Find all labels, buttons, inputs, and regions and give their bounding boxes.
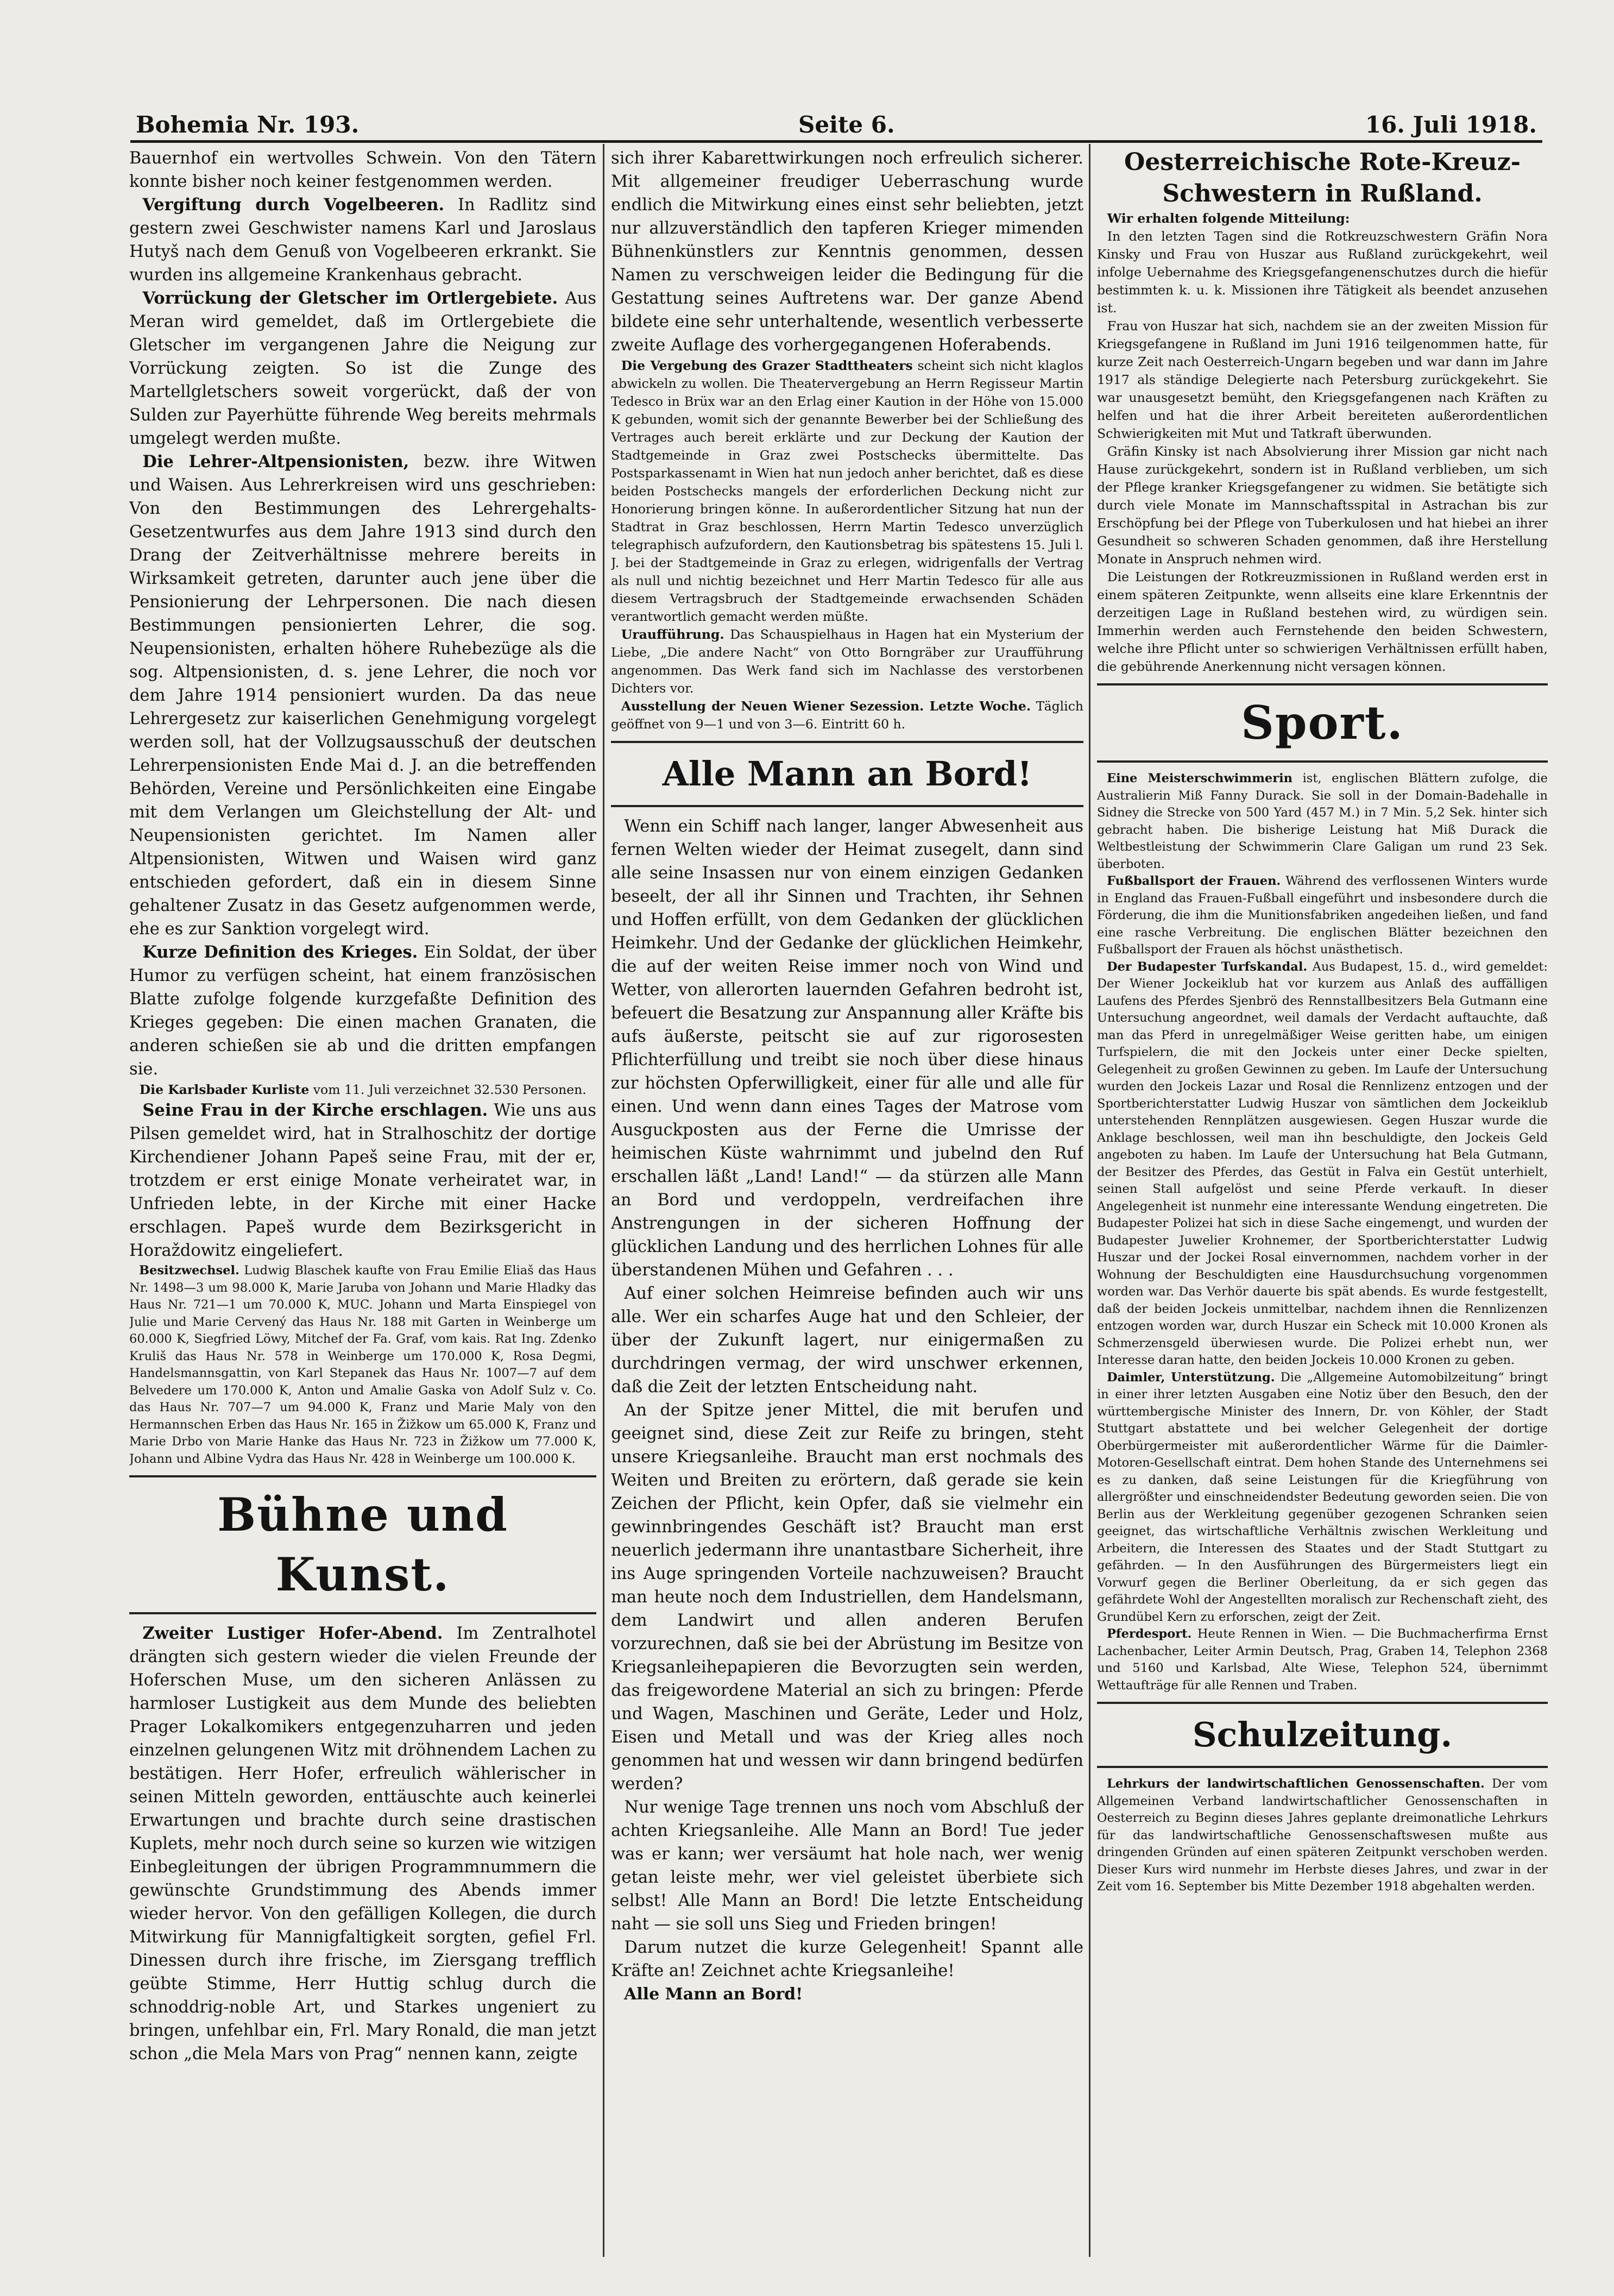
section-banner: Schulzeitung. [1192, 1715, 1453, 1754]
article-urauffuehrung [611, 626, 1083, 697]
article-body: Heute Rennen in Wien. — Die Buchmacherfirma Ernst Lachenbacher, Leiter Armin Deutsch, Prag, Graben 14, Telephon 2368 und 5160 und Karlsbad, Alte Wiese, Telephon 524, übernimmt Wettaufträge für alle Rennen und Traben. [1097, 1627, 1548, 1693]
article-headline: Pferdesport. [1107, 1627, 1192, 1641]
article-kurliste [129, 1081, 596, 1099]
article-besitzwechsel [129, 1262, 596, 1468]
article-signoff: Alle Mann an Bord! [624, 1985, 803, 2004]
article-turfskandal [1097, 959, 1548, 1369]
issue-date: 16. Juli 1918. [1365, 111, 1537, 138]
section-banner: Oesterreichische Rote-Kreuz-Schwestern in Rußland. [1124, 148, 1521, 207]
article-text [129, 147, 596, 193]
paragraph: Gräfin Kinsky ist nach Absolvierung ihrer Mission gar nicht nach Hause zurückgekehrt, sondern ist in Rußland verblieben, um sich der Pflege kranker Kriegsgefangener zu widmen. Sie betätigte sich durch viele Monate im Mannschaftsspital in Astrachan bis zur Erschöpfung bei der Pflege von Tuberkulosen und hat hiebei an ihrer Gesundheit so schweren Schaden genommen, daß ihre Herstellung Monate in Anspruch nehmen wird. [1097, 444, 1548, 567]
article-grazer-theater [611, 357, 1083, 626]
paragraph: Darum nutzet die kurze Gelegenheit! Spannt alle Kräfte an! Zeichnet achte Kriegsanleihe! [611, 1938, 1083, 1980]
page-number: Seite 6. [798, 111, 895, 138]
header-rule [130, 140, 1542, 143]
article-body: bezw. ihre Witwen und Waisen. Aus Lehrerkreisen wird uns geschrieben: Von den Bestimmungen des Lehrergehalts-Gesetzentwurfes aus dem Jahre 1913 sind durch den Drang der Zeitverhältnisse mehrere bereits in Wirksamkeit getreten, darunter auch jene über die Pensionierung der Lehrpersonen. Die nach diesen Bestimmungen pensionierten Lehrer, die sog. Neupensionisten, erhalten höhere Ruhebezüge als die sog. Altpensionisten, d. s. jene Lehrer, die noch vor dem Jahre 1914 pensioniert wurden. Da das neue Lehrergesetz zur kaiserlichen Genehmigung vorgelegt werden soll, hat der Vollzugsausschuß der deutschen Lehrerpensionisten Ende Mai d. J. an die betreffenden Behörden, Vereine und Persönlichkeiten eine Eingabe mit dem Verlangen um Gleichstellung der Alt- und Neupensionisten gerichtet. Im Namen aller Altpensionisten, Witwen und Waisen wird ganz entschieden gefordert, daß ein in diesem Sinne gehaltener Zusatz in das Gesetz aufgenommen werde, ehe es zur Sanktion vorgelegt wird. [129, 452, 596, 939]
column-divider [1089, 144, 1090, 2257]
column-2 [611, 147, 1083, 2291]
section-rule [1097, 760, 1548, 763]
section-banner: Sport. [1241, 696, 1404, 750]
article-headline: Uraufführung. [621, 627, 724, 642]
article-body: scheint sich nicht klaglos abwickeln zu wollen. Die Theatervergebung an Herrn Regisseur Martin Tedesco in Brüx war an den Erlag einer Kaution in der Höhe von 15.000 K gebunden, womit sich der genannte Bewerber bei der Schließung des Vertrages auch bereit erklärte und zur Deckung der Kaution der Stadtgemeinde in Graz zwei Postschecks übermittelte. Das Postsparkassenamt in Wien hat nun jedoch anher berichtet, daß es diese beiden Postschecks mangels der erforderlichen Deckung nicht zur Honorierung bringen könne. In außerordentlicher Sitzung hat nun der Stadtrat in Graz beschlossen, Herrn Martin Tedesco unverzüglich telegraphisch aufzufordern, den Kautionsbetrag bis spätestens 15. Juli l. J. bei der Stadtgemeinde in Graz zu erlegen, widrigenfalls der Vertrag als null und nichtig bezeichnet und Herr Martin Tedesco für alle aus diesem Vertragsbruch der Stadtgemeinde erwachsenden Schäden verantwortlich gemacht werden müßte. [611, 358, 1083, 624]
article-headline: Ausstellung der Neuen Wiener Sezession. Letzte Woche. [621, 699, 1031, 714]
article-lehrer [129, 450, 596, 941]
article-vergiftung [129, 193, 596, 287]
article-headline: Die Karlsbader Kurliste [139, 1082, 310, 1097]
article-headline: Die Vergebung des Grazer Stadttheaters [621, 358, 913, 373]
article-headline: Besitzwechsel. [139, 1263, 239, 1278]
section-rule [1097, 1702, 1548, 1704]
column-3 [1097, 147, 1548, 2291]
section-rule [1097, 1766, 1548, 1768]
article-definition [129, 941, 596, 1081]
article-body: Im Zentralhotel drängten sich gestern wieder die vielen Freunde der Hoferschen Muse, um den sicheren Anlässen zu harmloser Lustigkeit aus dem Munde des beliebten Prager Lokalkomikers entgegenzuharren und jeden einzelnen gelungenen Witz mit dröhnendem Lachen zu bestätigen. Herr Hofer, erfreulich wählerischer in seinen Mitteln geworden, enttäuschte auch keinerlei Erwartungen und brachte durch seine drastischen Kuplets, mehr noch durch seine so kurzen wie witzigen Einbegleitungen der übrigen Programmnummern die gewünschte Grundstimmung des Abends immer wieder hervor. Von den gefälligen Kollegen, die durch Mitwirkung für Mannigfaltigkeit sorgten, gefiel Frl. Dinessen durch ihre frische, im Ziersgang trefflich geübte Stimme, Herr Huttig schlug durch die schnoddrig-noble Art, und Starkes ungeniert zu bringen, unfehlbar ein, Frl. Mary Ronald, die man jetzt schon „die Mela Mars von Prag“ nennen kann, zeigte [129, 1624, 596, 2064]
paragraph: In den letzten Tagen sind die Rotkreuzschwestern Gräfin Nora Kinsky und Frau von Huszar aus Rußland zurückgekehrt, weil infolge Uebernahme des Kriegsgefangenenschutzes durch die hiefür bestimmten k. u. k. Missionen ihre Tätigkeit als beendet anzusehen ist. [1097, 229, 1548, 316]
article-headline: Der Budapester Turfskandal. [1107, 959, 1308, 974]
article-headline: Zweiter Lustiger Hofer-Abend. [142, 1624, 443, 1643]
article-body: Ein Soldat, der über Humor zu verfügen scheint, hat einem französischen Blatte zufolge folgende kurzgefaßte Definition des Krieges gegeben: Die einen machen Granaten, die anderen schießen sie ab und die dritten empfangen sie. [129, 943, 596, 1079]
article-body: Täglich geöffnet von 9—1 und von 3—6. Eintritt 60 h. [611, 699, 1083, 732]
newspaper-issue: Bohemia Nr. 193. [136, 111, 360, 138]
paragraph: Die Leistungen der Rotkreuzmissionen in Rußland werden erst in einem späteren Zeitpunkte, wenn allseits eine klare Erkenntnis der derzeitigen Lage in Rußland bestehen wird, zu würdigen sein. Immerhin werden auch Fernstehende den beiden Schwestern, welche ihre Pflicht unter so schwierigen Verhältnissen erfüllt haben, die gebührende Anerkennung nicht versagen können. [1097, 569, 1548, 674]
paragraph: Frau von Huszar hat sich, nachdem sie an der zweiten Mission für Kriegsgefangene in Rußland im Juni 1916 teilgenommen hatte, für kurze Zeit nach Oesterreich-Ungarn begeben und war dann im Jahre 1917 als ständige Delegierte nach Petersburg zurückgekehrt. Sie war unausgesetzt bemüht, den Kriegsgefangenen nach Kräften zu helfen und hat die ihrer Arbeit bereiteten außerordentlichen Schwierigkeiten mit Mut und Tatkraft überwunden. [1097, 318, 1548, 441]
article-body: Das Schauspielhaus in Hagen hat ein Mysterium der Liebe, „Die andere Nacht“ von Otto Borngräber zur Uraufführung angenommen. Das Werk fand sich im Nachlasse des verstorbenen Dichters vor. [611, 627, 1083, 696]
article-body: Während des verflossenen Winters wurde in England das Frauen-Fußball eingeführt und insbesondere durch die Förderung, die ihm die Munitionsfabriken angedeihen ließen, und fand eine rasche Verbreitung. Die englischen Blätter bezeichnen den Fußballsport der Frauen als höchst unästhetisch. [1097, 874, 1548, 957]
article-headline: Eine Meisterschwimmerin [1107, 771, 1293, 785]
section-rule [129, 1475, 596, 1477]
section-banner: Bühne und Kunst. [217, 1488, 508, 1601]
paragraph: Wenn ein Schiff nach langer, langer Abwesenheit aus fernen Welten wieder der Heimat zusegelt, dann sind alle seine Insassen nur von einem einzigen Gedanken beseelt, der all ihr Sinnen und Trachten, ihr Sehnen und Hoffen erfüllt, von dem Gedanken der glücklichen Heimkehr. Und der Gedanke der glücklichen Heimkehr, die auf der weiten Reise immer noch von Wind und Wetter, von allerorten lauernden Gefahren bedroht ist, befeuert die Besatzung zur Anspannung aller Kräfte bis aufs äußerste, peitscht sie auf zur rigorosesten Pflichterfüllung und treibt sie noch über diese hinaus zur höchsten Opferwilligkeit, einer für alle und alle für einen. Und wenn dann eines Tages der Matrose vom Ausguckposten aus der Ferne die Umrisse der heimischen Küste wahrnimmt und jubelnd den Ruf erschallen läßt „Land! Land!“ — da stürzen alle Mann an Bord und verdoppeln, verdreifachen ihre Anstrengungen in der sicheren Hoffnung der glücklichen Landung und des herrlichen Lohnes für alle überstandenen Mühen und Gefahren . . . [611, 817, 1083, 1280]
article-intro: Wir erhalten folgende Mitteilung: [1107, 211, 1350, 226]
column-divider [603, 144, 604, 2257]
article-headline: Fußballsport der Frauen. [1107, 874, 1281, 888]
section-banner: Alle Mann an Bord! [662, 754, 1032, 794]
section-rule [611, 741, 1083, 743]
paragraph: Bauernhof ein wertvolles Schwein. Von den Tätern konnte bisher noch keiner festgenommen werden. [129, 149, 596, 191]
section-rule [129, 1612, 596, 1614]
section-rule [611, 805, 1083, 807]
article-headline: Vorrückung der Gletscher im Ortlergebiete. [142, 288, 558, 308]
paragraph: sich ihrer Kabarettwirkungen noch erfreulich sicherer. Mit allgemeiner freudiger Ueberraschung wurde endlich die Mitwirkung eines einst sehr beliebten, jetzt nur allzuverständlich den tapferen Krieger mimenden Bühnenkünstlers zur Kenntnis genommen, dessen Namen zu verschweigen leider die Bedingung für die Gestattung seines Auftretens war. Der ganze Abend bildete eine sehr unterhaltende, wesentlich verbesserte zweite Auflage des vorhergegangenen Hoferabends. [611, 149, 1083, 355]
article-headline: Die Lehrer-Altpensionisten, [142, 452, 409, 471]
article-headline: Seine Frau in der Kirche erschlagen. [142, 1100, 488, 1120]
article-text [611, 147, 1083, 357]
article-schwimmerin [1097, 770, 1548, 873]
article-pferdesport [1097, 1626, 1548, 1694]
section-rule [1097, 683, 1548, 685]
article-headline: Daimler, Unterstützung. [1107, 1370, 1275, 1385]
article-body: Wie uns aus Pilsen gemeldet wird, hat in Stralhoschitz der dortige Kirchendiener Johann Papeš seine Frau, mit der er, trotzdem er erst einige Monate verheiratet war, in Unfrieden lebte, in der Kirche mit einer Hacke erschlagen. Papeš wurde dem Bezirksgericht in Horaždowitz eingeliefert. [129, 1101, 596, 1260]
article-body: Aus Meran wird gemeldet, daß im Ortlergebiete die Gletscher im vergangenen Jahre die Neigung zur Vorrückung zeigten. So ist die Zunge des Martellgletschers soweit vorgerückt, daß der von Sulden zur Payerhütte führende Weg bereits mehrmals umgelegt werden mußte. [129, 289, 596, 448]
article-kirche [129, 1099, 596, 1262]
article-lehrkurs [1097, 1776, 1548, 1896]
article-body: vom 11. Juli verzeichnet 32.530 Personen. [309, 1082, 587, 1097]
article-body: Ludwig Blaschek kaufte von Frau Emilie Eliaš das Haus Nr. 1498—3 um 98.000 K, Marie Jaruba von Johann und Marie Hladky das Haus Nr. 721—1 um 70.000 K, MUC. Johann und Marta Einspiegel von Julie und Marie Cervený das Haus Nr. 188 mit Garten in Weinberge um 60.000 K, Siegfried Löwy, Mitchef der Fa. Graf, vom kais. Rat Ing. Zdenko Kruliš das Haus Nr. 578 in Weinberge um 170.000 K, Rosa Degmi, Handelsmannsgattin, von Karl Stepanek das Haus Nr. 1007—7 auf dem Belvedere um 170.000 K, Anton und Amalie Gaska von Adolf Sulz v. Co. das Haus Nr. 707—7 um 94.000 K, Franz und Marie Maly von den Hermannschen Erben das Haus Nr. 165 in Žižkow um 65.000 K, Franz und Marie Drbo von Marie Hanke das Haus Nr. 723 in Žižkow um 77.000 K, Johann und Albine Vydra das Haus Nr. 428 in Weinberge um 100.000 K. [129, 1263, 596, 1466]
article-sezession [611, 697, 1083, 733]
article-body: Der vom Allgemeinen Verband landwirtschaftlicher Genossenschaften in Oesterreich zu Beginn dieses Jahres geplante dreimonatliche Lehrkurs für das landwirtschaftliche Genossenschaftswesen mußte aus dringenden Gründen auf einen späteren Zeitpunkt verschoben werden. Dieser Kurs wird nunmehr im Herbste dieses Jahres, und zwar in der Zeit vom 16. September bis Mitte Dezember 1918 abgehalten werden. [1097, 1777, 1548, 1894]
paragraph: Nur wenige Tage trennen uns noch vom Abschluß der achten Kriegsanleihe. Alle Mann an Bord! Tue jeder was er kann; wer versäumt hat hole nach, wer wenig getan leiste mehr, wer viel geleistet überbiete sich selbst! Alle Mann an Bord! Die letzte Entscheidung naht — sie soll uns Sieg und Frieden bringen! [611, 1798, 1083, 1934]
paragraph: An der Spitze jener Mittel, die mit berufen und geeignet sind, diese Zeit zur Reife zu bringen, steht unsere Kriegsanleihe. Braucht man erst nochmals des Weiten und Breiten zu erörtern, daß gerade sie kein Zeichen der Pflicht, kein Opfer, daß sie vielmehr ein gewinnbringendes Geschäft ist? Braucht man erst neuerlich jedermann ihre unantastbare Sicherheit, ihre ins Auge springenden Vorteile nachzuweisen? Braucht man heute noch dem Industriellen, dem Handelsmann, dem Landwirt und allen anderen Berufen vorzurechnen, daß sie bei der Abrüstung im Besitze von Kriegsanleihepapieren die Bevorzugten sein werden, das freigewordene Material an sich zu bringen: Pferde und Wagen, Maschinen und Geräte, Leder und Holz, Eisen und Metall und was der Krieg alles noch genommen hat und wessen wir dann bringend bedürfen werden? [611, 1401, 1083, 1794]
article-headline: Vergiftung durch Vogelbeeren. [142, 195, 445, 215]
article-gletscher [129, 287, 596, 450]
paragraph: Auf einer solchen Heimreise befinden auch wir uns alle. Wer ein scharfes Auge hat und den Schleier, der über der Zukunft lagert, nur einigermaßen zu durchdringen vermag, der wird unschwer erkennen, daß die Zeit der letzten Entscheidung naht. [611, 1284, 1083, 1397]
article-body: In Radlitz sind gestern zwei Geschwister namens Karl und Jaroslaus Hutyš nach dem Genuß von Vogelbeeren erkrankt. Sie wurden ins allgemeine Krankenhaus gebracht. [129, 196, 596, 285]
article-headline: Lehrkurs der landwirtschaftlichen Genossenschaften. [1107, 1777, 1485, 1791]
article-body: Aus Budapest, 15. d., wird gemeldet: Der Wiener Jockeiklub hat vor kurzem aus Anlaß des auffälligen Laufens des Pferdes Sjenbrö des Rennstallbesitzers Bela Gutmann eine Untersuchung angeordnet, weil damals der Verdacht auftauchte, daß man das Pferd in unregelmäßiger Weise geritten habe, um einigen Turfspielern, die mit den Jockeis unter einer Decke spielten, Gelegenheit zu großen Gewinnen zu geben. Im Laufe der Untersuchung wurden den Jockeis Lazar und Rosal die Rennlizenz entzogen und der Sportberichterstatter Ludwig Huszar von sämtlichen dem Jockeiklub unterstehenden Rennplätzen ausgewiesen. Gegen Huszar wurde die Anklage beschlossen, weil man ihn beschuldigte, den Jockeis Geld angeboten zu haben. Im Laufe der Untersuchung hat Bela Gutmann, der Besitzer des Pferdes, das Gestüt in Falva ein Gestüt unterhielt, seinen Stall aufgelöst und seine Pferde verkauft. In dieser Angelegenheit ist nunmehr eine interessante Wendung eingetreten. Die Budapester Polizei hat sich in diese Sache eingemengt, und wurden der Budapester Juwelier Krohnemer, der Sportberichterstatter Ludwig Huszar und der Jockei Rosal einvernommen, nachdem vorher in der Wohnung der Beschuldigten eine Hausdurchsuchung vorgenommen worden war. Das Verhör dauerte bis spät abends. Es wurde festgestellt, daß der beiden Jockeis unmittelbar, nachdem ihnen die Rennlizenzen entzogen worden war, durch Huszar ein Scheck mit 10.000 Kronen als Schmerzensgeld überwiesen wurde. Die Polizei erhebt nun, wer Interesse daran hatte, den beiden Jockeis 10.000 Kronen zu geben. [1097, 959, 1548, 1367]
article-body: Die „Allgemeine Automobilzeitung“ bringt in einer ihrer letzten Ausgaben eine Notiz über den Besuch, den der württembergische Minister des Innern, Dr. von Köhler, der Stadt Stuttgart abstattete und bei welcher Gelegenheit der dortige Oberbürgermeister mit außerordentlicher Wärme für die Daimler-Motoren-Gesellschaft eintrat. Dem hohen Stande des Unternehmens sei es zu danken, daß seine Leistungen für die Kriegführung von allergrößter und einschneidendster Bedeutung geworden seien. Die von Berlin aus der Werkleitung gegenüber gezogenen Schranken seien geeignet, das wirtschaftliche Verhältnis zwischen Werkleitung und Arbeitern, die Interessen des Staates und der Stadt Stuttgart zu gefährden. — In den Ausführungen des Bürgermeisters liegt ein Vorwurf gegen die Berliner Oberleitung, da er sich gegen das gefährdete Wohl der Angestellten moralisch zur Rechenschaft zieht, des Grundübel Kern zu erforschen, zeigt der Zeit. [1097, 1370, 1548, 1624]
article-headline: Kurze Definition des Krieges. [142, 942, 418, 962]
column-1 [129, 147, 596, 2291]
article-daimler [1097, 1369, 1548, 1626]
article-fussball [1097, 873, 1548, 959]
article-body: ist, englischen Blättern zufolge, die Australierin Miß Fanny Durack. Sie soll in der Domain-Badehalle in Sidney die Strecke von 500 Yard (457 M.) in 7 Min. 5,2 Sek. hinter sich gebracht haben. Die bisherige Leistung hat Miß Durack die Weltbestleistung der Schwimmerin Clare Galigan um rund 23 Sek. überboten. [1097, 771, 1548, 871]
article-hofer-abend [129, 1622, 596, 2066]
